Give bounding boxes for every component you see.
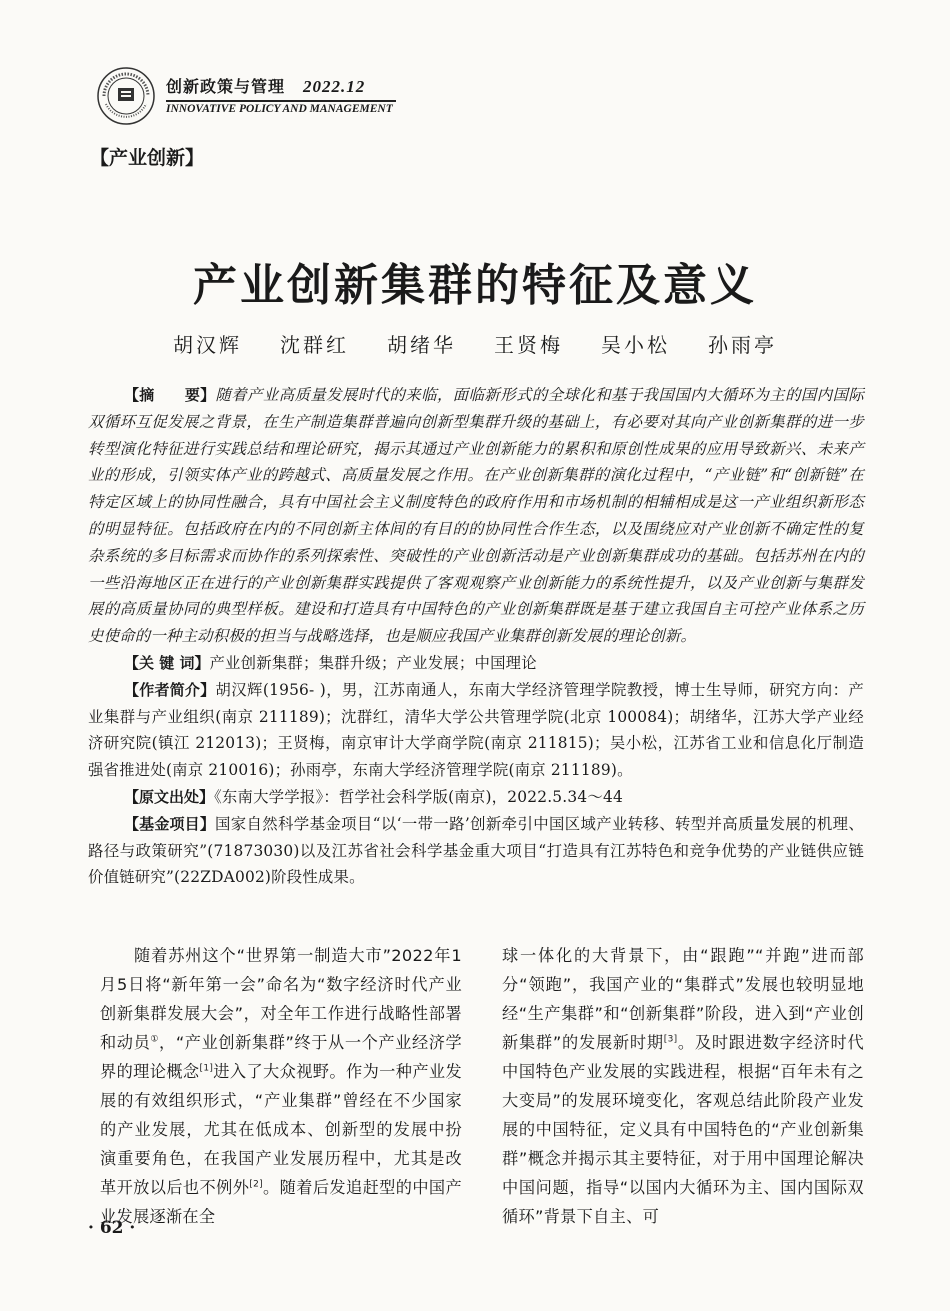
author: 王贤梅 (494, 333, 563, 357)
abstract (88, 382, 864, 650)
keywords-label: 【关 键 词】 (124, 653, 210, 672)
author-bio-text: 胡汉辉(1956- )，男，江苏南通人，东南大学经济管理学院教授，博士生导师，研究方向：产业集群与产业组织(南京 211189)；沈群红，清华大学公共管理学院(北京 100084)；胡绪华，江苏大学产业经济研究院(镇江 212013)；王贤梅，南京审计大学商学院(南京 211815)；吴小松，江苏省工业和信息化厅制造强省推进处(南京 210016)；孙雨亭，东南大学经济管理学院(南京 211189)。 (88, 680, 864, 780)
journal-issue: 2022.12 (303, 77, 366, 96)
footnote-ref: ① (150, 1034, 160, 1045)
body-paragraph: 随着苏州这个“世界第一制造大市”2022年1月5日将“新年第一会”命名为“数字经济时代产业创新集群发展大会”，对全年工作进行战略性部署和动员①，“产业创新集群”终于从一个产业经济学界的理论概念[1]进入了大众视野。作为一种产业发展的有效组织形式，“产业集群”曾经在不少国家的产业发展，尤其在低成本、创新型的发展中扮演重要角色，在我国产业发展历程中，尤其是改革开放以后也不例外[2]。随着后发追赶型的中国产业发展逐渐在全 (100, 946, 462, 1226)
citation-ref: [3] (663, 1034, 678, 1045)
journal-header (96, 66, 396, 130)
source-label: 【原文出处】 (124, 787, 215, 806)
journal-seal-icon (96, 66, 156, 126)
abstract-text: 随着产业高质量发展时代的来临，面临新形式的全球化和基于我国国内大循环为主的国内国际双循环互促发展之背景，在生产制造集群普遍向创新型集群升级的基础上，有必要对其向产业创新集群的进一步转型演化特征进行实践总结和理论研究，揭示其通过产业创新能力的累积和原创性成果的应用导致新兴、未来产业的形成，引领实体产业的跨越式、高质量发展之作用。在产业创新集群的演化过程中，“产业链”和“创新链”在特定区域上的协同性融合，具有中国社会主义制度特色的政府作用和市场机制的相辅相成是这一产业组织新形态的明显特征。包括政府在内的不同创新主体间的有目的的协同性合作生态，以及围绕应对产业创新不确定性的复杂系统的多目标需求而协作的系列探索性、突破性的产业创新活动是产业创新集群成功的基础。包括苏州在内的一些沿海地区正在进行的产业创新集群实践提供了客观观察产业创新能力的系统性提升，以及产业创新与集群发展的高质量协同的典型样板。建设和打造具有中国特色的产业创新集群既是基于建立我国自主可控产业体系之历史使命的一种主动积极的担当与战略选择，也是顺应我国产业集群创新发展的理论创新。 (88, 386, 864, 646)
abstract-block (88, 382, 864, 891)
source-text: 《东南大学学报》：哲学社会科学版(南京)，2022.5.34～44 (214, 787, 623, 806)
author: 孙雨亭 (708, 333, 777, 357)
abstract-label: 【摘 要】 (124, 386, 216, 404)
body-column-left (100, 941, 462, 1231)
author: 沈群红 (280, 333, 349, 357)
source (88, 784, 864, 811)
journal-title-cn: 创新政策与管理 2022.12 (166, 77, 366, 96)
author-bio (88, 677, 864, 784)
page-number: · 62 · (88, 1218, 136, 1238)
author: 胡绪华 (387, 333, 456, 357)
author: 胡汉辉 (173, 333, 242, 357)
author-bio-label: 【作者简介】 (124, 680, 216, 699)
author-list (0, 329, 950, 358)
section-tag: 【产业创新】 (90, 147, 205, 169)
citation-ref: [1] (199, 1063, 214, 1074)
funding-label: 【基金项目】 (124, 814, 216, 833)
funding-text: 国家自然科学基金项目“以‘一带一路’创新牵引中国区域产业转移、转型并高质量发展的机理、路径与政策研究”(71873030)以及江苏省社会科学基金重大项目“打造具有江苏特色和竞争优势的产业链供应链价值链研究”(22ZDA002)阶段性成果。 (88, 814, 864, 887)
article-title: 产业创新集群的特征及意义 (193, 260, 757, 311)
body-column-right (502, 941, 864, 1231)
author: 吴小松 (601, 333, 670, 357)
body-paragraph: 球一体化的大背景下，由“跟跑”“并跑”进而部分“领跑”，我国产业的“集群式”发展也较明显地经“生产集群”和“创新集群”阶段，进入到“产业创新集群”的发展新时期[3]。及时跟进数字经济时代中国特色产业发展的实践进程，根据“百年未有之大变局”的发展环境变化，客观总结此阶段产业发展的中国特征，定义具有中国特色的“产业创新集群”概念并揭示其主要特征，对于用中国理论解决中国问题，指导“以国内大循环为主、国内国际双循环”背景下自主、可 (502, 946, 864, 1226)
citation-ref: [2] (249, 1179, 263, 1190)
keywords-text: 产业创新集群；集群升级；产业发展；中国理论 (209, 653, 537, 672)
keywords (88, 650, 864, 677)
journal-title-en: INNOVATIVE POLICY AND MANAGEMENT (166, 100, 396, 115)
funding (88, 811, 864, 891)
